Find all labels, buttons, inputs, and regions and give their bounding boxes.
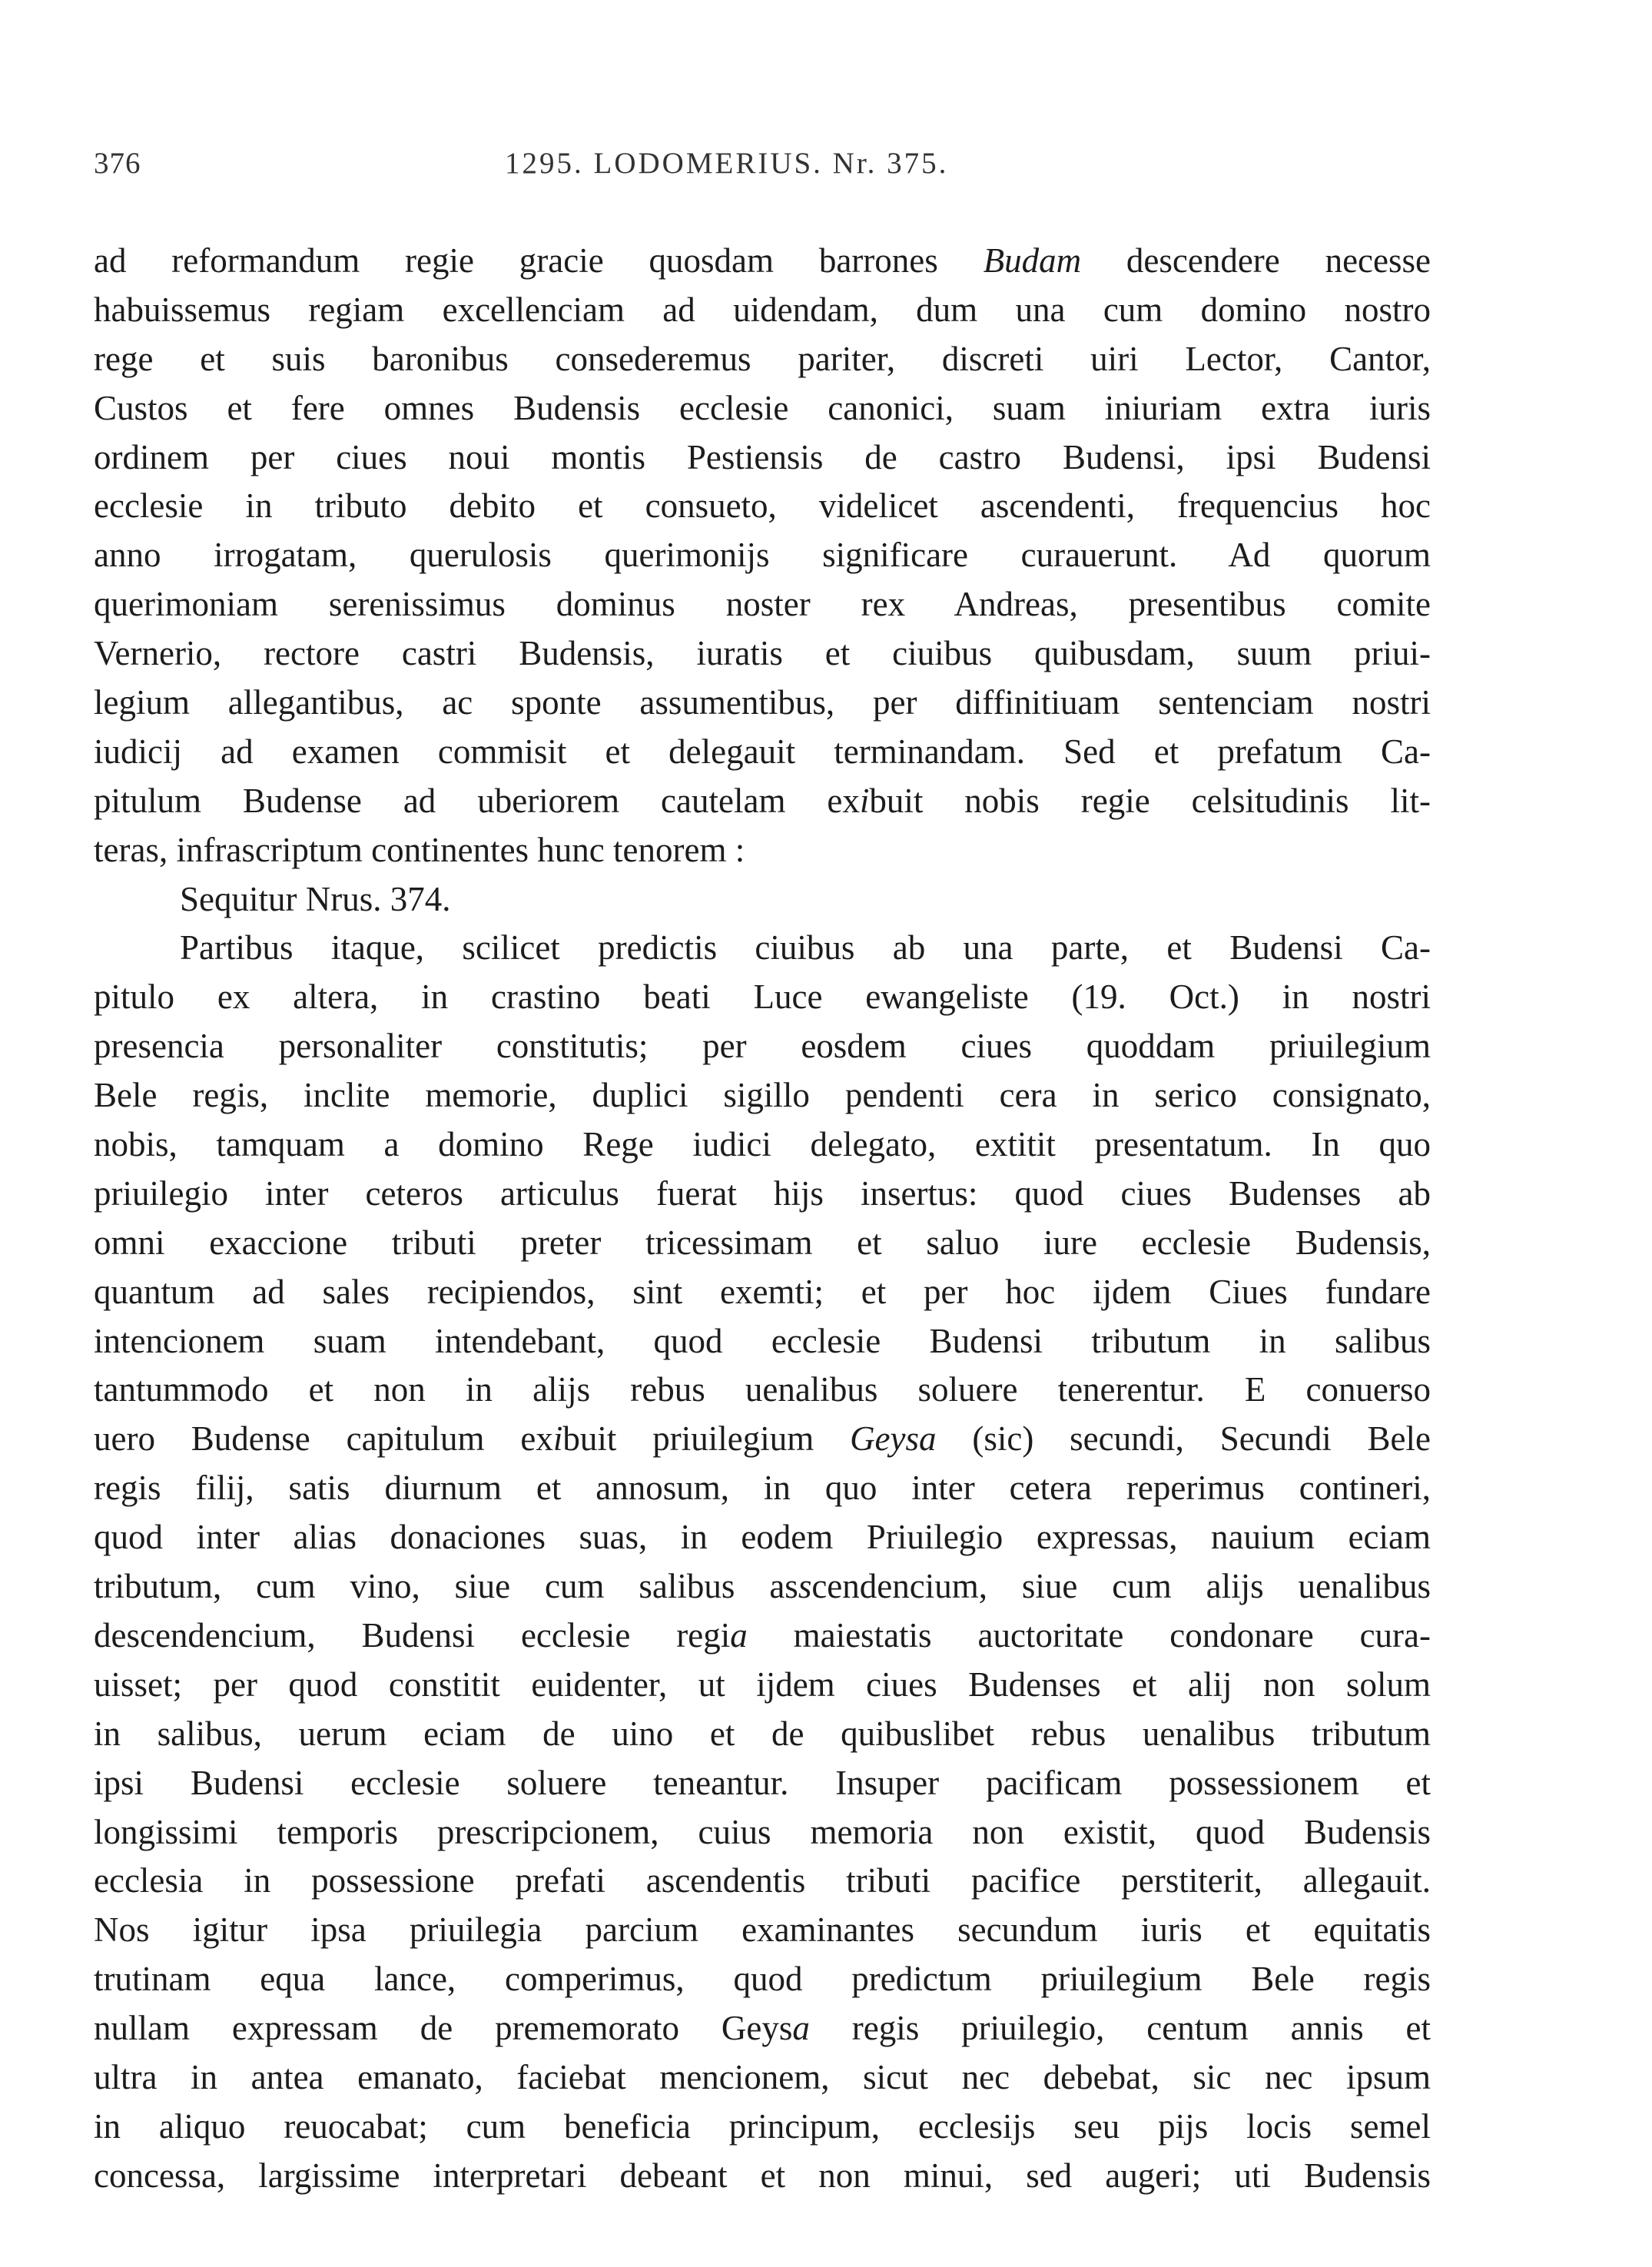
text-line xyxy=(94,2152,1431,2201)
text-fragment: descendere necesse xyxy=(1081,241,1431,280)
text-fragment: ecclesia in possessione prefati ascendentis tributi pacifice perstiterit, allegauit. xyxy=(94,1861,1431,1900)
text-fragment: (sic) secundi, Secundi Bele xyxy=(936,1419,1431,1459)
text-fragment: trutinam equa lance, comperimus, quod predictum priuilegium Bele regis xyxy=(94,1960,1431,1999)
text-fragment: legium allegantibus, ac sponte assumentibus, per diffinitiuam sentenciam nostri xyxy=(94,683,1431,722)
text-fragment: tantummodo et non in alijs rebus uenalibus soluere tenerentur. E conuerso xyxy=(94,1370,1431,1409)
italic-fragment: i xyxy=(859,781,870,820)
text-line xyxy=(94,286,1431,335)
text-fragment: nobis, tamquam a domino Rege iudici delegato, extitit presentatum. In quo xyxy=(94,1125,1431,1164)
text-line xyxy=(94,433,1431,483)
italic-fragment: Geysa xyxy=(850,1419,937,1459)
text-fragment: iudicij ad examen commisit et delegauit terminandam. Sed et prefatum Ca- xyxy=(94,732,1431,771)
text-fragment: quantum ad sales recipiendos, sint exemti; et per hoc ijdem Ciues fundare xyxy=(94,1272,1431,1311)
text-line xyxy=(94,1808,1431,1857)
text-fragment: rege et suis baronibus consederemus pariter, discreti uiri Lector, Cantor, xyxy=(94,339,1431,378)
text-fragment: Nos igitur ipsa priuilegia parcium examinantes secundum iuris et equitatis xyxy=(94,1910,1431,1950)
text-fragment: cendencium, siue cum alijs uenalibus xyxy=(811,1567,1431,1606)
text-fragment: concessa, largissime interpretari debeant et non minui, sed augeri; uti Budensis xyxy=(94,2156,1431,2195)
text-fragment: pitulo ex altera, in crastino beati Luce ewangeliste (19. Oct.) in nostri xyxy=(94,977,1431,1017)
text-line xyxy=(94,1661,1431,1710)
page-number: 376 xyxy=(94,147,141,180)
text-fragment: ecclesie in tributo debito et consueto, videlicet ascendenti, frequencius hoc xyxy=(94,486,1431,526)
text-line xyxy=(94,679,1431,728)
text-line xyxy=(94,1857,1431,1906)
text-line xyxy=(94,1071,1431,1120)
text-fragment: omni exaccione tributi preter tricessimam et saluo iure ecclesie Budensis, xyxy=(94,1223,1431,1262)
text-line xyxy=(94,728,1431,777)
text-fragment: ipsi Budensi ecclesie soluere teneantur. Insuper pacificam possessionem et xyxy=(94,1763,1431,1802)
text-line xyxy=(94,1022,1431,1071)
text-line xyxy=(94,384,1431,433)
text-line xyxy=(94,1268,1431,1317)
text-line xyxy=(94,1710,1431,1759)
text-fragment: buit priuilegium xyxy=(562,1419,851,1459)
text-fragment: uero Budense capitulum ex xyxy=(94,1419,553,1459)
text-line xyxy=(94,1955,1431,2004)
text-fragment: in salibus, uerum eciam de uino et de quibuslibet rebus uenalibus tributum xyxy=(94,1714,1431,1753)
text-fragment: querimoniam serenissimus dominus noster rex Andreas, presentibus comite xyxy=(94,585,1431,624)
text-fragment: ad reformandum regie gracie quosdam barrones xyxy=(94,241,984,280)
text-line xyxy=(94,924,1431,973)
body-text xyxy=(94,237,1431,2201)
text-fragment: buit nobis regie celsitudinis lit- xyxy=(869,781,1431,820)
text-line xyxy=(94,1759,1431,1808)
text-line xyxy=(94,826,1431,875)
text-line xyxy=(94,1611,1431,1661)
text-fragment: anno irrogatam, querulosis querimonijs significare curauerunt. Ad quorum xyxy=(94,536,1431,575)
text-line xyxy=(94,1317,1431,1366)
text-fragment: tributum, cum vino, siue cum salibus as xyxy=(94,1567,798,1606)
text-fragment: intencionem suam intendebant, quod ecclesie Budensi tributum in salibus xyxy=(94,1321,1431,1360)
italic-fragment: i xyxy=(552,1419,563,1459)
text-fragment: Bele regis, inclite memorie, duplici sigillo pendenti cera in serico consignato, xyxy=(94,1076,1431,1115)
text-line xyxy=(94,1906,1431,1955)
text-line xyxy=(94,2004,1431,2053)
italic-fragment: a xyxy=(730,1615,748,1655)
text-line xyxy=(94,531,1431,580)
text-fragment: quod inter alias donaciones suas, in eodem Priuilegio expressas, nauium eciam xyxy=(94,1518,1431,1557)
text-line xyxy=(94,875,1431,924)
text-fragment: Custos et fere omnes Budensis ecclesie canonici, suam iniuriam extra iuris xyxy=(94,388,1431,427)
text-fragment: Partibus itaque, scilicet predictis ciuibus ab una parte, et Budensi Ca- xyxy=(180,928,1431,968)
text-fragment: nullam expressam de prememorato Geys xyxy=(94,2009,793,2048)
text-fragment: Sequitur Nrus. 374. xyxy=(180,879,451,918)
text-fragment: pitulum Budense ad uberiorem cautelam ex xyxy=(94,781,860,820)
text-fragment: maiestatis auctoritate condonare cura- xyxy=(747,1615,1431,1655)
italic-fragment: a xyxy=(792,2009,810,2048)
text-line xyxy=(94,629,1431,679)
page-header xyxy=(94,146,1431,186)
text-fragment: longissimi temporis prescripcionem, cuius memoria non existit, quod Budensis xyxy=(94,1812,1431,1851)
text-line xyxy=(94,1464,1431,1513)
text-line xyxy=(94,1120,1431,1170)
text-fragment: regis priuilegio, centum annis et xyxy=(809,2009,1431,2048)
text-fragment: uisset; per quod constitit euidenter, ut ijdem ciues Budenses et alij non solum xyxy=(94,1665,1431,1704)
running-head: 1295. LODOMERIUS. Nr. 375. xyxy=(505,147,949,180)
text-fragment: habuissemus regiam excellenciam ad uidendam, dum una cum domino nostro xyxy=(94,290,1431,329)
document-page xyxy=(94,146,1431,2201)
text-line xyxy=(94,973,1431,1022)
text-fragment: in aliquo reuocabat; cum beneficia principum, ecclesijs seu pijs locis semel xyxy=(94,2106,1431,2146)
text-line xyxy=(94,1562,1431,1611)
text-line xyxy=(94,2053,1431,2103)
text-line xyxy=(94,1170,1431,1219)
text-fragment: ordinem per ciues noui montis Pestiensis de castro Budensi, ipsi Budensi xyxy=(94,437,1431,476)
text-line xyxy=(94,482,1431,531)
text-line xyxy=(94,2103,1431,2152)
text-fragment: ultra in antea emanato, faciebat mencionem, sicut nec debebat, sic nec ipsum xyxy=(94,2057,1431,2096)
text-line xyxy=(94,1366,1431,1415)
text-fragment: priuilegio inter ceteros articulus fuerat hijs insertus: quod ciues Budenses ab xyxy=(94,1173,1431,1213)
text-line xyxy=(94,335,1431,384)
text-fragment: teras, infrascriptum continentes hunc tenorem : xyxy=(94,830,745,869)
text-line xyxy=(94,1219,1431,1268)
text-line xyxy=(94,237,1431,286)
text-fragment: regis filij, satis diurnum et annosum, in quo inter cetera reperimus contineri, xyxy=(94,1469,1431,1508)
text-line xyxy=(94,1513,1431,1562)
text-fragment: Vernerio, rectore castri Budensis, iuratis et ciuibus quibusdam, suum priui- xyxy=(94,634,1431,673)
italic-fragment: Budam xyxy=(983,241,1082,280)
text-line xyxy=(94,580,1431,629)
text-line xyxy=(94,1415,1431,1464)
text-line xyxy=(94,777,1431,826)
italic-fragment: s xyxy=(798,1567,812,1606)
text-fragment: descendencium, Budensi ecclesie regi xyxy=(94,1615,731,1655)
text-fragment: presencia personaliter constitutis; per eosdem ciues quoddam priuilegium xyxy=(94,1027,1431,1066)
